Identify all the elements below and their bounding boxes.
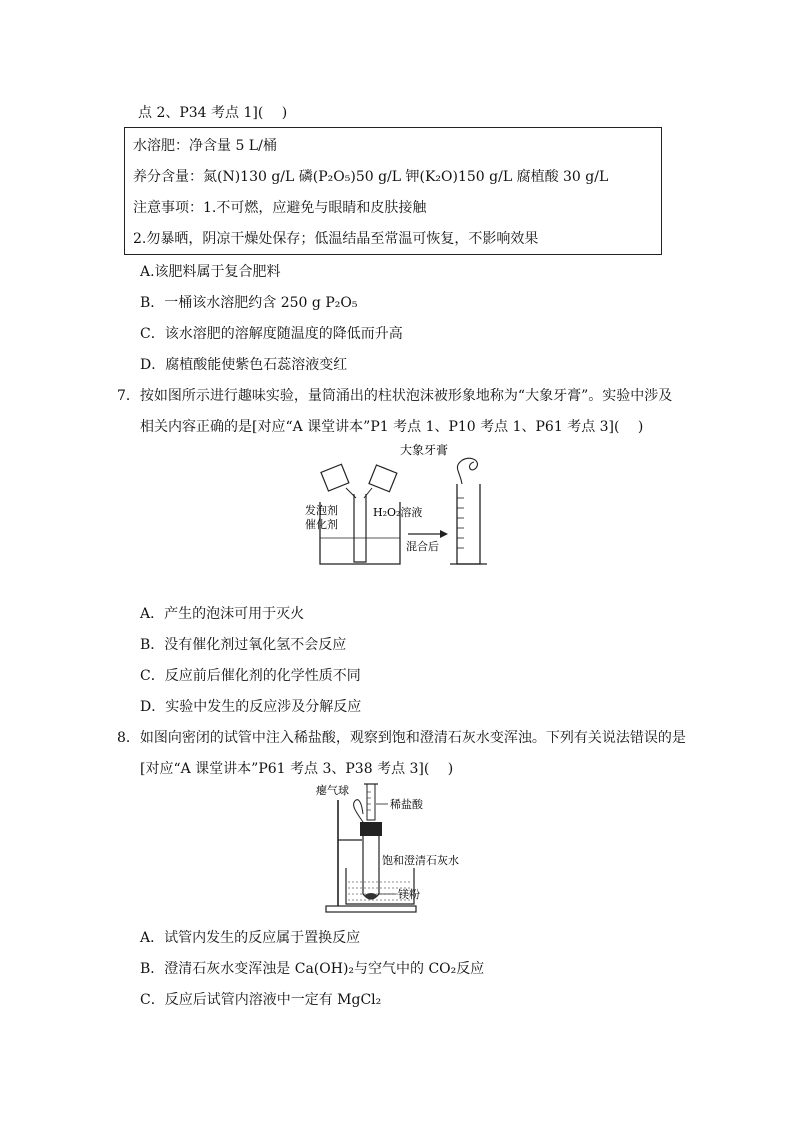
q8-stem-line-1: 8．如图向密闭的试管中注入稀盐酸，观察到饱和澄清石灰水变浑浊。下列有关说法错误的是 <box>117 730 686 746</box>
q7-elephant-toothpaste-figure <box>300 442 500 572</box>
label-catalyst: 催化剂 <box>305 518 338 531</box>
label-elephant-toothpaste: 大象牙膏 <box>400 443 449 457</box>
box-line-1: 水溶肥：净含量 5 L/桶 <box>133 138 277 154</box>
q7-option-a: A．产生的泡沫可用于灭火 <box>140 606 305 622</box>
q7-stem-line-2: 相关内容正确的是[对应“A 课堂讲本”P1 考点 1、P10 考点 1、P61 考点 3]( ) <box>140 419 644 435</box>
q7-stem-line-1: 7．按如图所示进行趣味实验，量筒涌出的柱状泡沫被形象地称为“大象牙膏”。实验中涉及 <box>117 388 673 404</box>
q7-option-b: B．没有催化剂过氧化氢不会反应 <box>140 637 347 653</box>
label-foaming-agent: 发泡剂 <box>305 504 338 517</box>
box-line-3: 注意事项：1.不可燃，应避免与眼睛和皮肤接触 <box>133 200 427 216</box>
label-h2o2-solution: H₂O₂溶液 <box>373 506 423 519</box>
q6-option-b: B．一桶该水溶肥约含 250 g P₂O₅ <box>140 295 358 311</box>
q8-option-c: C．反应后试管内溶液中一定有 MgCl₂ <box>140 992 382 1008</box>
box-line-2: 养分含量：氮(N)130 g/L 磷(P₂O₅)50 g/L 钾(K₂O)150 g/L 腐植酸 30 g/L <box>133 169 609 185</box>
q8-option-a: A．试管内发生的反应属于置换反应 <box>140 930 361 946</box>
box-line-4: 2.勿暴晒，阴凉干燥处保存；低温结晶至常温可恢复，不影响效果 <box>133 231 539 247</box>
q7-option-d: D．实验中发生的反应涉及分解反应 <box>140 699 362 715</box>
q6-option-d: D．腐植酸能使紫色石蕊溶液变红 <box>140 357 348 373</box>
label-deflated-balloon: 瘪气球 <box>316 784 349 797</box>
q8-stem-line-2: [对应“A 课堂讲本”P61 考点 3、P38 考点 3]( ) <box>140 761 454 777</box>
label-after-mixing: 混合后 <box>406 540 439 553</box>
label-saturated-limewater: 饱和澄清石灰水 <box>382 854 459 867</box>
label-dilute-hcl: 稀盐酸 <box>390 798 423 811</box>
q8-option-b: B．澄清石灰水变浑浊是 Ca(OH)₂与空气中的 CO₂反应 <box>140 961 485 977</box>
q7-option-c: C．反应前后催化剂的化学性质不同 <box>140 668 361 684</box>
q6-option-c: C．该水溶肥的溶解度随温度的降低而升高 <box>140 326 403 342</box>
label-magnesium-powder: 镁粉 <box>398 888 420 901</box>
q6-option-a: A.该肥料属于复合肥料 <box>140 264 281 280</box>
q6-continuation: 点 2、P34 考点 1]( ) <box>138 105 288 121</box>
fertilizer-label-box <box>124 127 662 255</box>
q8-apparatus-figure <box>300 782 460 922</box>
